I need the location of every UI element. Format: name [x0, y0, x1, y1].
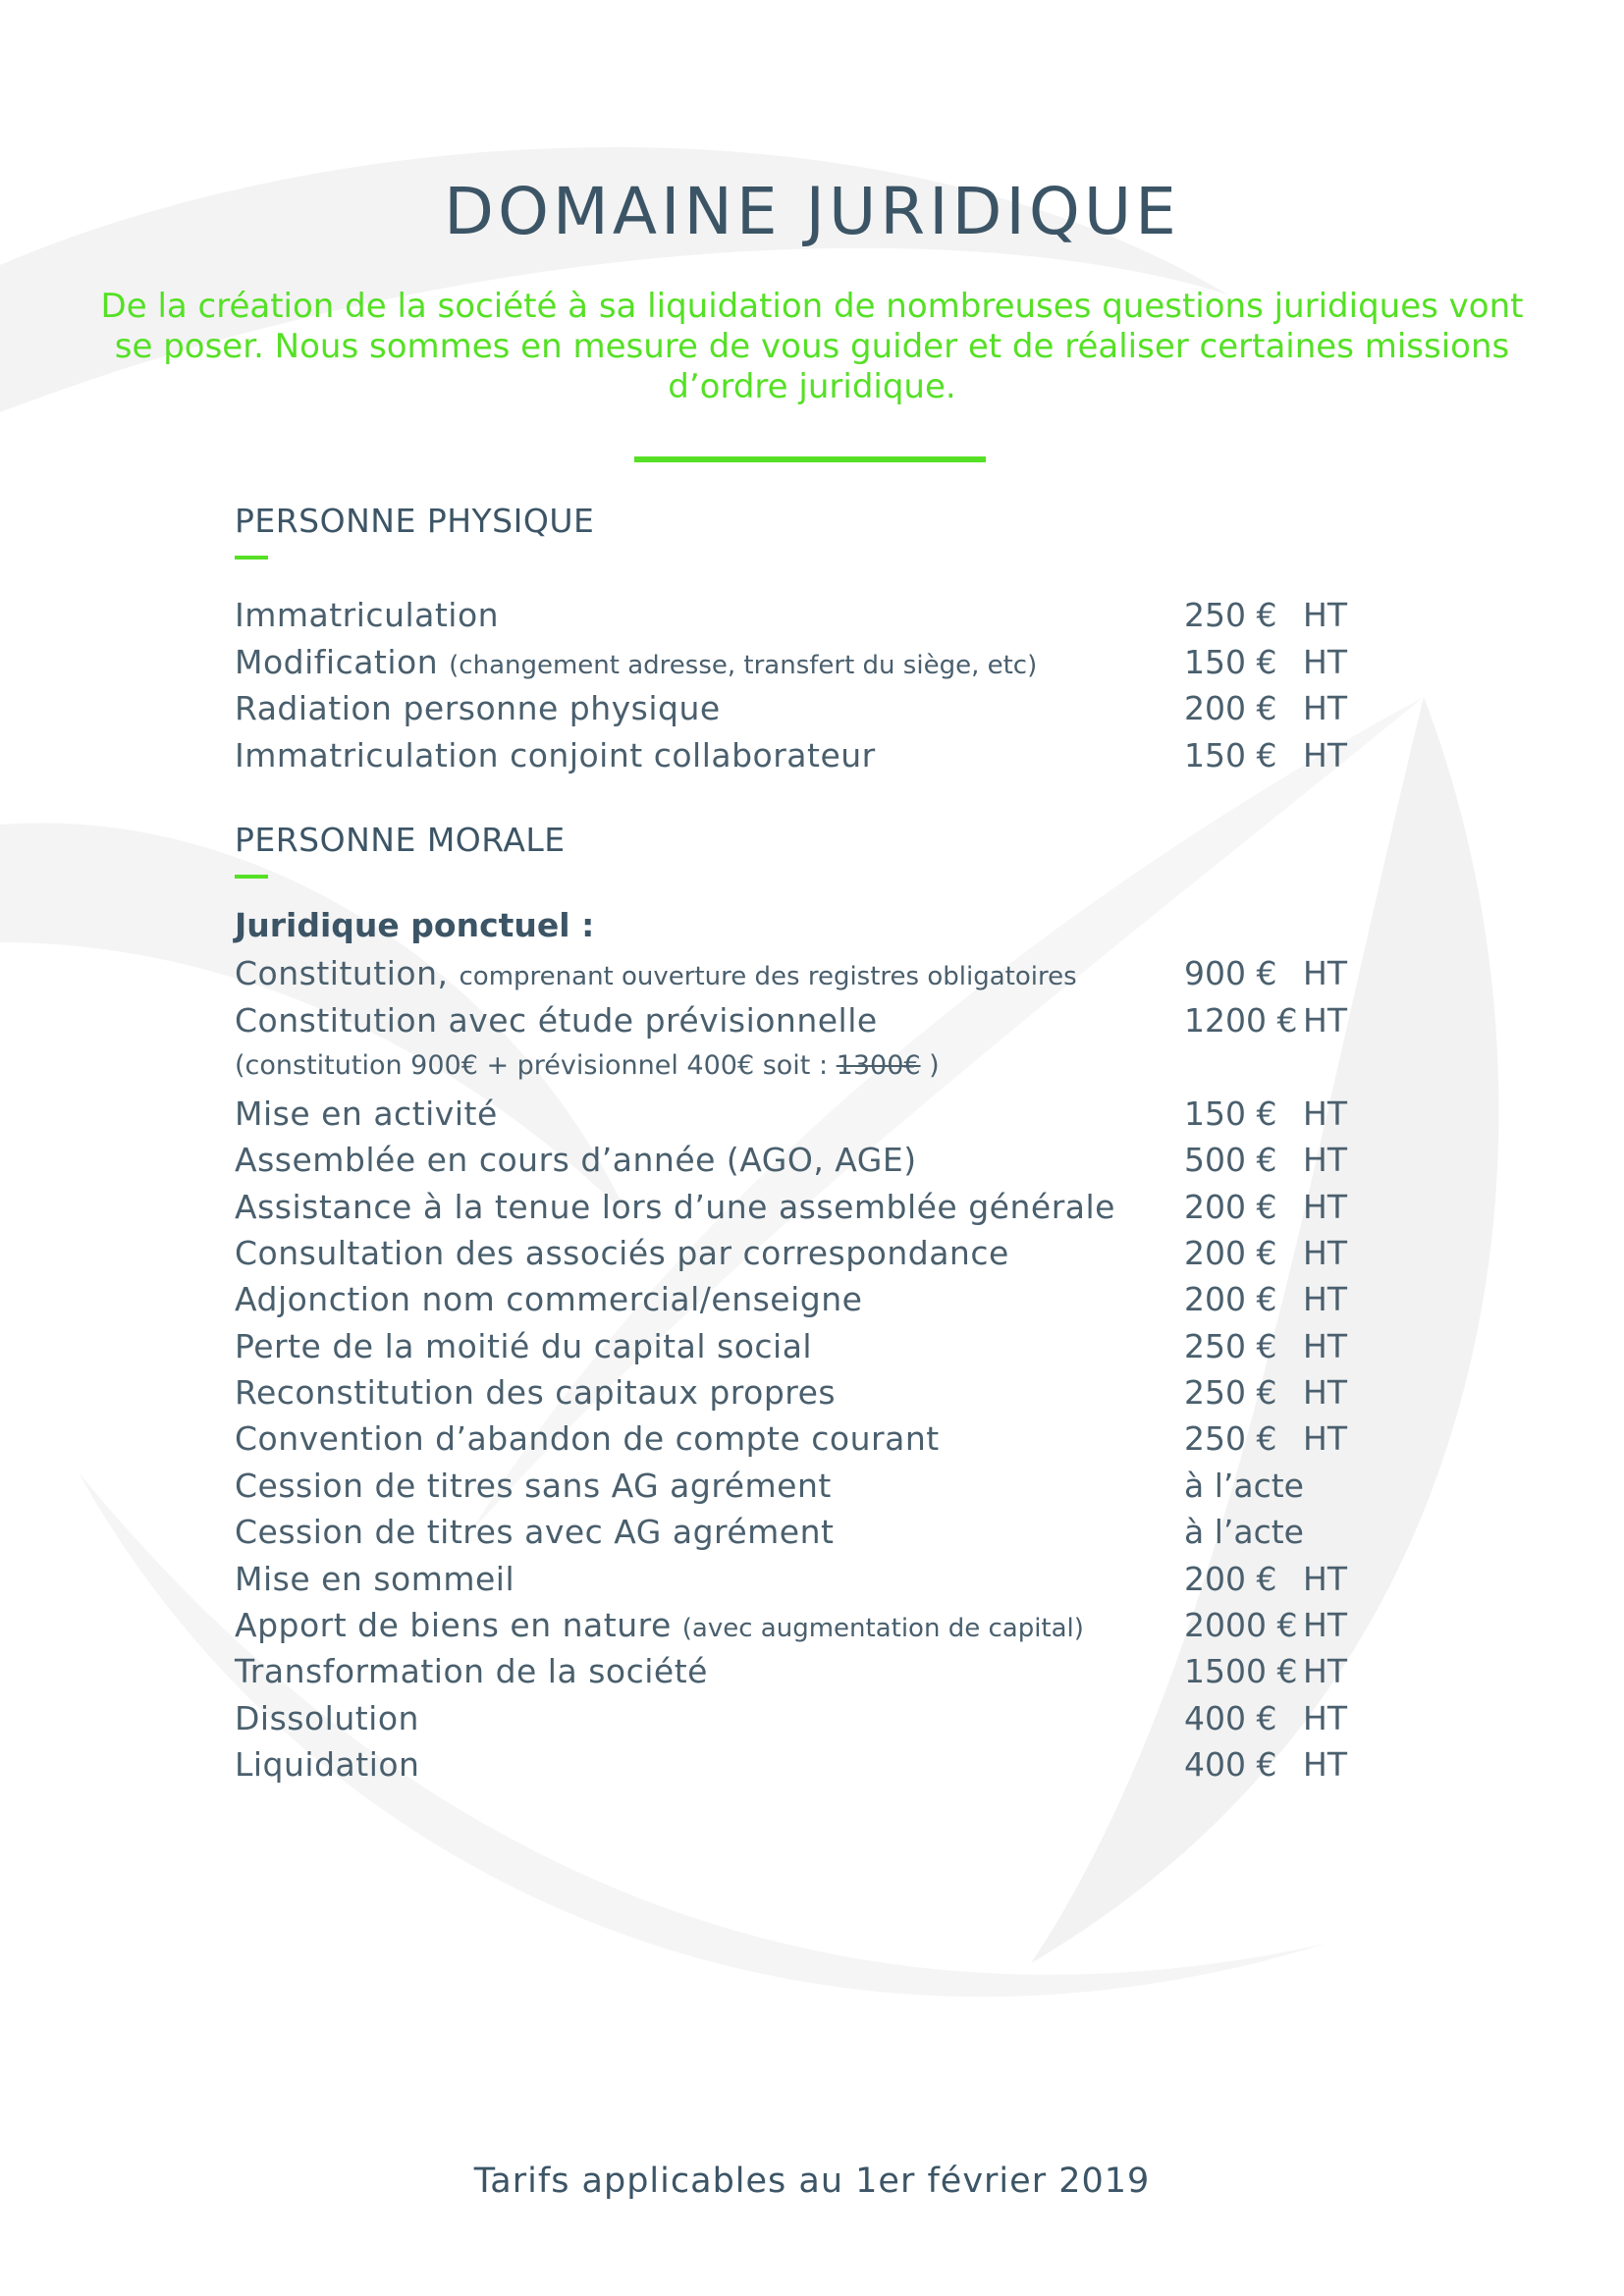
price-unit: HT: [1303, 1652, 1347, 1691]
price-unit: HT: [1303, 1419, 1347, 1459]
service-label: [235, 1188, 1115, 1226]
detail-note-suffix: ): [920, 1050, 940, 1081]
price-row: [235, 643, 1354, 689]
price-row: [235, 1373, 1354, 1419]
price-row: [235, 954, 1354, 1000]
price-row: [235, 1188, 1354, 1234]
service-name: Constitution avec étude prévisionnelle: [235, 1000, 878, 1040]
price-unit: HT: [1303, 1559, 1347, 1598]
section-heading-morale: PERSONNE MORALE: [235, 821, 566, 859]
service-label: [235, 1280, 862, 1318]
price-unit: HT: [1303, 642, 1347, 681]
section-rule-morale: [235, 875, 268, 879]
service-name: Dissolution: [235, 1698, 419, 1737]
service-label: [235, 1652, 708, 1690]
service-label: [235, 736, 876, 774]
title-divider: [634, 456, 986, 462]
service-price: 150 €: [1184, 735, 1277, 774]
service-note: (changement adresse, transfert du siège, etc): [449, 650, 1038, 680]
price-row: [235, 689, 1354, 735]
service-name: Immatriculation conjoint collaborateur: [235, 735, 876, 774]
service-price: 250 €: [1184, 1419, 1277, 1459]
service-price: 900 €: [1184, 954, 1277, 992]
service-label: [235, 689, 721, 727]
service-price: 200 €: [1184, 1559, 1277, 1598]
price-row: [235, 1001, 1354, 1047]
service-name: Mise en sommeil: [235, 1559, 515, 1598]
service-name: Consultation des associés par correspondance: [235, 1234, 1009, 1273]
service-label: [235, 1419, 940, 1458]
service-name: Convention d’abandon de compte courant: [235, 1419, 940, 1459]
service-price: 1200 €: [1184, 1000, 1298, 1040]
service-label: [235, 596, 499, 634]
service-label: [235, 1095, 498, 1133]
service-label: [235, 1373, 836, 1412]
service-label: [235, 1606, 1084, 1644]
detail-note-struck-total: 1300€: [836, 1050, 921, 1081]
service-label: [235, 1327, 812, 1365]
service-name: Reconstitution des capitaux propres: [235, 1373, 837, 1413]
price-row: [235, 596, 1354, 642]
price-row: [235, 1234, 1354, 1280]
price-row: [235, 1699, 1354, 1745]
service-label: [235, 1467, 832, 1505]
service-name: Apport de biens en nature: [235, 1605, 672, 1644]
service-name: Modification: [235, 642, 439, 681]
service-name: Perte de la moitié du capital social: [235, 1326, 813, 1365]
footer-validity-date: Tarifs applicables au 1er février 2019: [473, 2162, 1151, 2201]
service-label: [235, 643, 1037, 681]
price-row: [235, 1652, 1354, 1698]
service-price: 200 €: [1184, 1234, 1277, 1273]
section-heading-physique: PERSONNE PHYSIQUE: [235, 502, 595, 540]
service-note: (avec augmentation de capital): [681, 1613, 1084, 1643]
constitution-detail-note: [235, 1050, 940, 1081]
service-label: [235, 1234, 1009, 1272]
price-row: [235, 1327, 1354, 1373]
price-unit: HT: [1303, 1698, 1347, 1737]
service-price: 250 €: [1184, 1373, 1277, 1413]
service-price: 1500 €: [1184, 1652, 1298, 1691]
service-name: Transformation de la société: [235, 1652, 708, 1691]
price-row: [235, 1280, 1354, 1326]
price-row: [235, 736, 1354, 782]
service-note: comprenant ouverture des registres obligatoires: [459, 962, 1077, 991]
service-label: [235, 1560, 514, 1598]
service-price: 150 €: [1184, 1095, 1277, 1133]
price-unit: HT: [1303, 1234, 1347, 1273]
service-name: Constitution,: [235, 954, 449, 992]
price-row: [235, 1745, 1354, 1791]
detail-note-prefix: (constitution 900€ + prévisionnel 400€ soit :: [235, 1050, 837, 1081]
service-price: à l’acte: [1184, 1513, 1304, 1552]
service-price: 150 €: [1184, 642, 1277, 681]
price-unit: HT: [1303, 954, 1347, 992]
price-unit: HT: [1303, 1744, 1347, 1784]
service-label: [235, 954, 1077, 992]
service-label: [235, 1001, 878, 1040]
price-unit: HT: [1303, 596, 1347, 634]
service-name: Cession de titres avec AG agrément: [235, 1513, 835, 1552]
price-row: [235, 1419, 1354, 1466]
price-unit: HT: [1303, 1605, 1347, 1644]
subheading-juridique-ponctuel: Juridique ponctuel :: [235, 906, 595, 944]
price-row: [235, 1095, 1354, 1141]
service-price: 250 €: [1184, 596, 1277, 634]
service-price: 200 €: [1184, 1187, 1277, 1226]
service-price: 200 €: [1184, 1280, 1277, 1319]
price-row: [235, 1141, 1354, 1187]
intro-paragraph: De la création de la société à sa liquidation de nombreuses questions juridiques vont se poser. Nous sommes en mesure de vous guider et de réaliser certaines missions d’ordre juridique.: [100, 287, 1524, 406]
service-label: [235, 1699, 419, 1737]
service-name: Assemblée en cours d’année (AGO, AGE): [235, 1141, 917, 1180]
price-unit: HT: [1303, 1280, 1347, 1319]
service-name: Mise en activité: [235, 1095, 498, 1133]
service-price: à l’acte: [1184, 1466, 1304, 1505]
service-price: 2000 €: [1184, 1605, 1298, 1644]
price-unit: HT: [1303, 1326, 1347, 1365]
service-price: 400 €: [1184, 1698, 1277, 1737]
service-label: [235, 1141, 917, 1179]
price-unit: HT: [1303, 1141, 1347, 1180]
price-unit: HT: [1303, 1373, 1347, 1413]
price-row: [235, 1513, 1354, 1559]
price-row: [235, 1560, 1354, 1606]
price-unit: HT: [1303, 1095, 1347, 1133]
service-name: Cession de titres sans AG agrément: [235, 1466, 832, 1505]
price-unit: HT: [1303, 735, 1347, 774]
price-row: [235, 1467, 1354, 1513]
service-price: 200 €: [1184, 689, 1277, 727]
service-price: 500 €: [1184, 1141, 1277, 1180]
price-unit: HT: [1303, 1000, 1347, 1040]
service-name: Immatriculation: [235, 596, 500, 634]
section-rule-physique: [235, 556, 268, 560]
price-unit: HT: [1303, 689, 1347, 727]
service-price: 250 €: [1184, 1326, 1277, 1365]
page-title: DOMAINE JURIDIQUE: [444, 174, 1180, 249]
service-label: [235, 1745, 419, 1784]
price-row: [235, 1606, 1354, 1652]
price-unit: HT: [1303, 1187, 1347, 1226]
service-name: Radiation personne physique: [235, 689, 721, 727]
service-price: 400 €: [1184, 1744, 1277, 1784]
service-name: Adjonction nom commercial/enseigne: [235, 1280, 863, 1319]
service-name: Liquidation: [235, 1744, 420, 1784]
service-label: [235, 1513, 834, 1551]
service-name: Assistance à la tenue lors d’une assemblée générale: [235, 1187, 1115, 1226]
